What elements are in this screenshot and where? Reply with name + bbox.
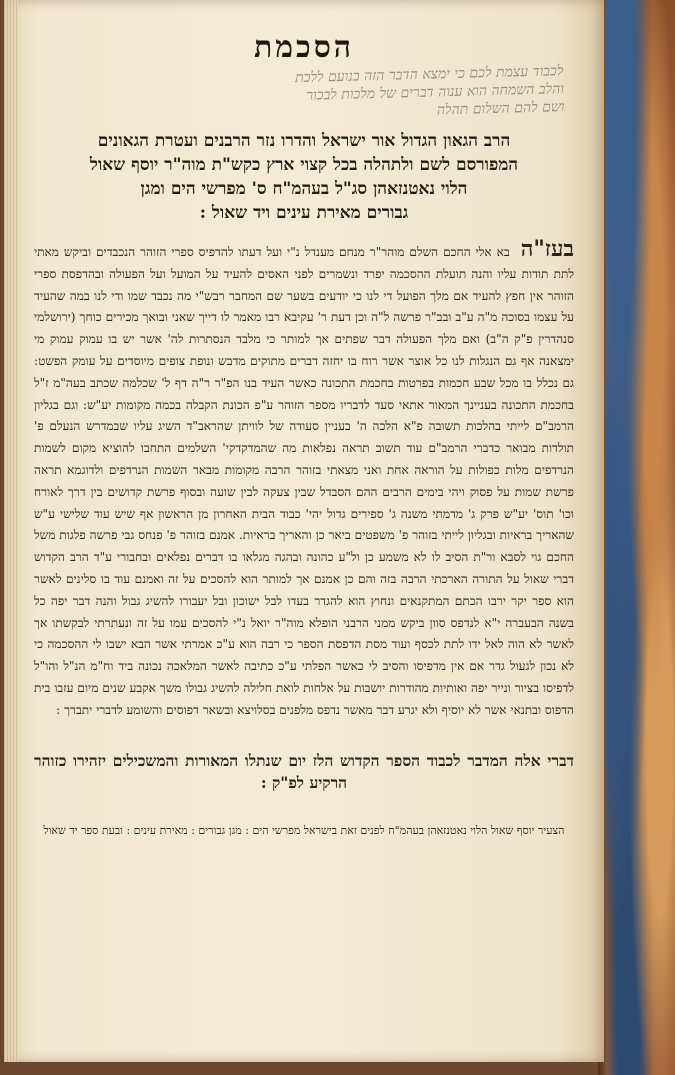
body-text: בא אלי החכם השלם מוהר"ר מנחם מענדל נ"י ועל דעתו להדפיס ספרי הזוהר הנכבדים וביקש מאתי לתת תודות עליו והנה תועלת ההסכמה יפרד ונשמרים לפני האסים להעיד על המועל ועל הפעולה ובהדפסת ספרי הזוהר אין חפץ להעיד אם מלך הפועל די לנו כי יודעים בשער שם המחבר רבש"י מה נכבד שמו ודי לנו במה שהעיד על עצמו בסוכה מ"ה ע"ב ובב"ר פרשה ל"ה וכן דעת ר' עקיבא רבו מאמר לו דייך שאני ובואך מכירים כוחך (ירושלמי סנהדרין פ"ק ה"ב) ואם מלך הפעולה דבר שפתים אך למותר כי מלבד הנסתרות לה' אשר יש בו עמוק עמוק מי ימצאנה אף גם הנגלות לנו כל אוצר אשר רוח בו יחזה דברים מתוקים מדבש ונופת צופים מיוסדים על עומק הפשט: גם נכלל בו מכל שבע חכמות בפרטות בחכמת התכונה כאשר העיד בנו הפ"ר ר"ה דף ל' שכלמה שכתב בעה"מ ז"ל בחכמת התכונה בעניינך המאור אתאי סעד לדבריו מספר הזוהר ע"פ הכונת הקבלה בכמה מקומות יע"ש: וגם בגליון הרמב"ם לייתי בהלכות תשובה פ"א הלכה ה' בעניין סעודה של לוויתן שהראב"ד השיג עליו שבמדרש הנעלם פ' תולדות מבואר כדברי הרמב"ם עוד תשוב תראה נפלאות מה שהמדקדקי' השלמים התחבו להוציא מקום לשמות הנרדפים מלות כפולות על הוראה אחת ואני מצאתי בזוהר הרבה מקומות מבאר השמות הנרדפים ולדוגמא תראה פרשת שמות על פסוק ויהי בימים הרבים ההם הסבדל שבין צעקה לבין שועה ובסוף פרשת קדושים בין דרך לאורח וכו' תוס' יע"ש פרק ג' מדמתי משנה ג' ספירים גדול יהי' כבוד הבית האחרון מן הראשון אף שיש עוד שלישי ע"ש שהאריך בראיות ובגליון לייתי בזוהר פ' משפטים ביאר כן והאריך בראיות. אמנם בזוהר פ' פנחס גבי פרשה פלגות משל החכם גוי לסבא ור"ת הסיב לו לא משמע כן ול"ע כהונה ובהגה מגלאו בו דברים נפלאים ובחבורי ע"ד הרב הקדוש דברי שאול על התורה הארכתי הרבה בזה והם כן אמנם אך למותר הוא להסכים על זה ואמנם עוד בו סלינים לאשר הוא ספר יקר ירבו הכתם המתקנאים ונחוץ הוא להגדר בעדו לבל ישוכון ובל יעבורו להשיג גבול והנה דבר יפה כל בשנה הבעברה י"א לנדפס סוון ביקש ממני הרבני הופלא מוה"ר יואל נ"י להסכים עמו על זה ונעתרתי לבקשתו אך לאשר לא הוה לאל ידו לתת לכסף ועוד מסת הדפסת הספר כי רבה הוא ע"כ אמרתי אשר הבא ישבו לי ההסכמה כי לא נכון לגעול גדר אם אין מדפיסו והסיב לי כאשר הפלתי ע"כ כתיבה לאשר המלאכה נכונה ביד וח"מ הנ"ל והו"ל לדפיסו בציור ונייר יפה ואותיות מהודרות יושבות על אלחות לואת חלילה להשיג גבולו משך אקבע שנים מיום עזבו בית הדפוס ובתנאי אשר לא יוסיף ולא יגרע דבר מאשר נדפס מלפנים בסלויצא ובשאר דפוסים והשומע לדברי יתברך : bbox=[34, 245, 574, 717]
approbation-body bbox=[34, 236, 574, 722]
header-line: גבורים מאירת עינים ויד שאול : bbox=[199, 203, 409, 223]
handwritten-line: והלב השמחה הוא ענוה דברים של מלכות לבכור bbox=[306, 81, 565, 104]
page-gutter bbox=[4, 0, 18, 1062]
handwritten-line: ושם להם השלום תהלה bbox=[436, 99, 565, 119]
handwritten-line: לכבוד עצמת לכם כי ימצא הדבר הזה בנועם ללכת bbox=[294, 63, 564, 87]
page-title: הסכמת bbox=[253, 30, 355, 65]
signature-line: הצעיר יוסף שאול הלוי נאטנזאהן בעהמ"ח לפנים זאת בישראל מפרשי הים : מגן גבורים : מאירת עינים : ובעת ספר יד שאול bbox=[43, 823, 565, 837]
approbation-header bbox=[34, 129, 574, 225]
opening-word: בעז"ה bbox=[520, 236, 574, 262]
header-line: הלוי נאטנזאהן סג"ל בעהמ"ח ס' מפרשי הים ומגן bbox=[140, 179, 468, 199]
closing-statement: דברי אלה המדבר לכבוד הספר הקדוש הלז יום שנתלו המאורות והמשכילים יזהירו כזוהר הרקיע לפ"ק : bbox=[34, 750, 574, 792]
book-cover-marbled-edge bbox=[598, 0, 675, 1075]
header-line: המפורסם לשם ולתהלה בכל קצוי ארץ כקש"ת מוה"ר יוסף שאול bbox=[89, 155, 519, 175]
page-content bbox=[34, 30, 574, 840]
book-page bbox=[4, 0, 604, 1062]
header-line: הרב הגאון הגדול אור ישראל והדרו נזר הרבנים ועטרת הגאונים bbox=[97, 131, 511, 151]
handwritten-note bbox=[33, 62, 564, 130]
